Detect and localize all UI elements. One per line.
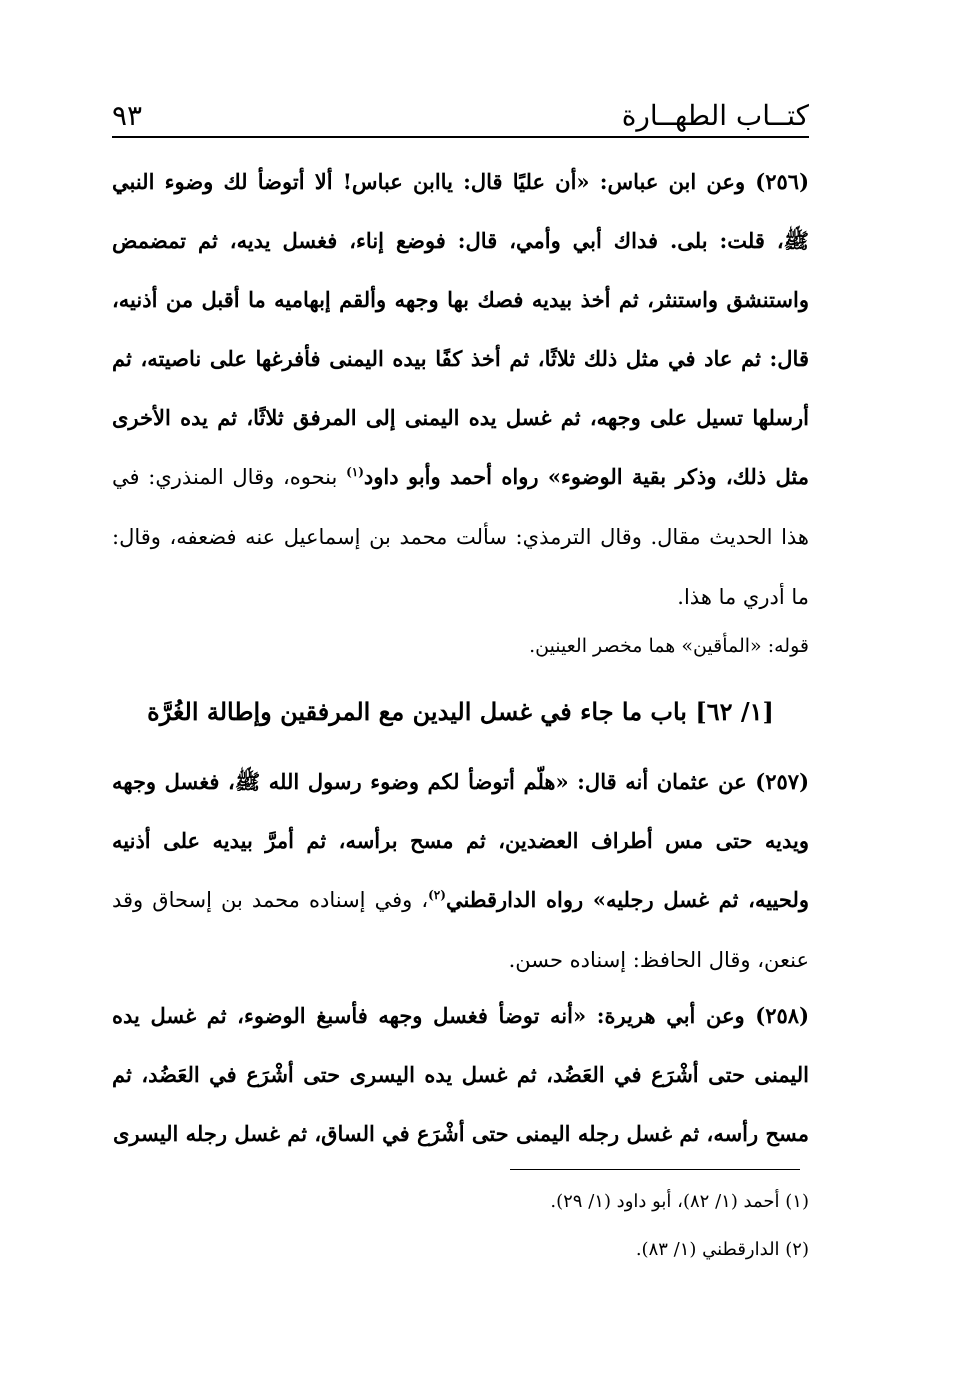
note-block: [112, 624, 809, 668]
hadith-257-body: (٢٥٧) عن عثمان أنه قال: «هلّم أتوضأ لكم وضوء رسول الله ﷺ، فغسل وجهه ويديه حتى مس أطراف العضدين، ثم مسح برأسه، ثم أمرَّ بيديه على أذنيه ولحييه، ثم غسل رجليه» رواه الدارقطني: [112, 769, 809, 912]
hadith-257-text: [112, 752, 809, 990]
footnote-rule: [510, 1169, 800, 1170]
hadith-257: [112, 752, 809, 990]
chapter-heading-block: [112, 690, 809, 734]
word-note: قوله: «المأقين» هما مخصر العينين.: [529, 635, 809, 657]
hadith-256-text: [112, 152, 809, 627]
footnote-2: (٢) الدارقطني (١/ ٨٣).: [635, 1239, 809, 1260]
page-number: ٩٣: [112, 99, 143, 132]
hadith-258-text: (٢٥٨) وعن أبي هريرة: «أنه توضأ فغسل وجهه فأسبغ الوضوء، ثم غسل يده اليمنى حتى أشْرَع في العَضُد، ثم غسل يده اليسرى حتى أشْرَع في العَضُد، ثم مسح رأسه، ثم غسل رجله اليمنى حتى أشْرَع في الساق، ثم غسل رجله اليسرى: [112, 1003, 809, 1146]
footnote-ref-1[interactable]: (١): [346, 465, 364, 479]
footnote-ref-2[interactable]: (٢): [428, 888, 446, 902]
hadith-258: [112, 986, 809, 1163]
hadith-256-body: (٢٥٦) وعن ابن عباس: «أن عليًا قال: ياابن عباس! ألا أتوضأ لك وضوء النبي ﷺ، قلت: بلى. فداك أبي وأمي، قال: فوضع إناء، فغسل يديه، ثم تمضمض واستنشق واستنثر، ثم أخذ بيديه فصك بها وجهه وألقم إبهاميه ما أقبل من أذنيه، قال: ثم عاد في مثل ذلك ثلاثًا، ثم أخذ كفًا بيده اليمنى فأفرغها على ناصيته، ثم أرسلها تسيل على وجهه، ثم غسل يده اليمنى إلى المرفق ثلاثًا، ثم يده الأخرى مثل ذلك، وذكر بقية الوضوء» رواه أحمد وأبو داود: [112, 169, 809, 489]
page-header: [112, 92, 809, 136]
chapter-heading: [١/ ٦٢] باب ما جاء في غسل اليدين مع المرفقين وإطالة الغُرَّة: [147, 697, 774, 726]
chapter-title: كتــاب الطهــارة: [621, 99, 809, 132]
hadith-256-tail: بنحوه، وقال المنذري: في هذا الحديث مقال. وقال الترمذي: سألت محمد بن إسماعيل عنه فضعفه، وقال: ما أدري ما هذا.: [112, 465, 809, 609]
header-rule: [112, 136, 809, 138]
hadith-256: [112, 152, 809, 627]
footnote-1: (١) أحمد (١/ ٨٢)، أبو داود (١/ ٢٩).: [550, 1191, 809, 1212]
hadith-257-tail: ، وفي إسناده محمد بن إسحاق وقد عنعن، وقال الحافظ: إسناده حسن.: [112, 888, 809, 972]
